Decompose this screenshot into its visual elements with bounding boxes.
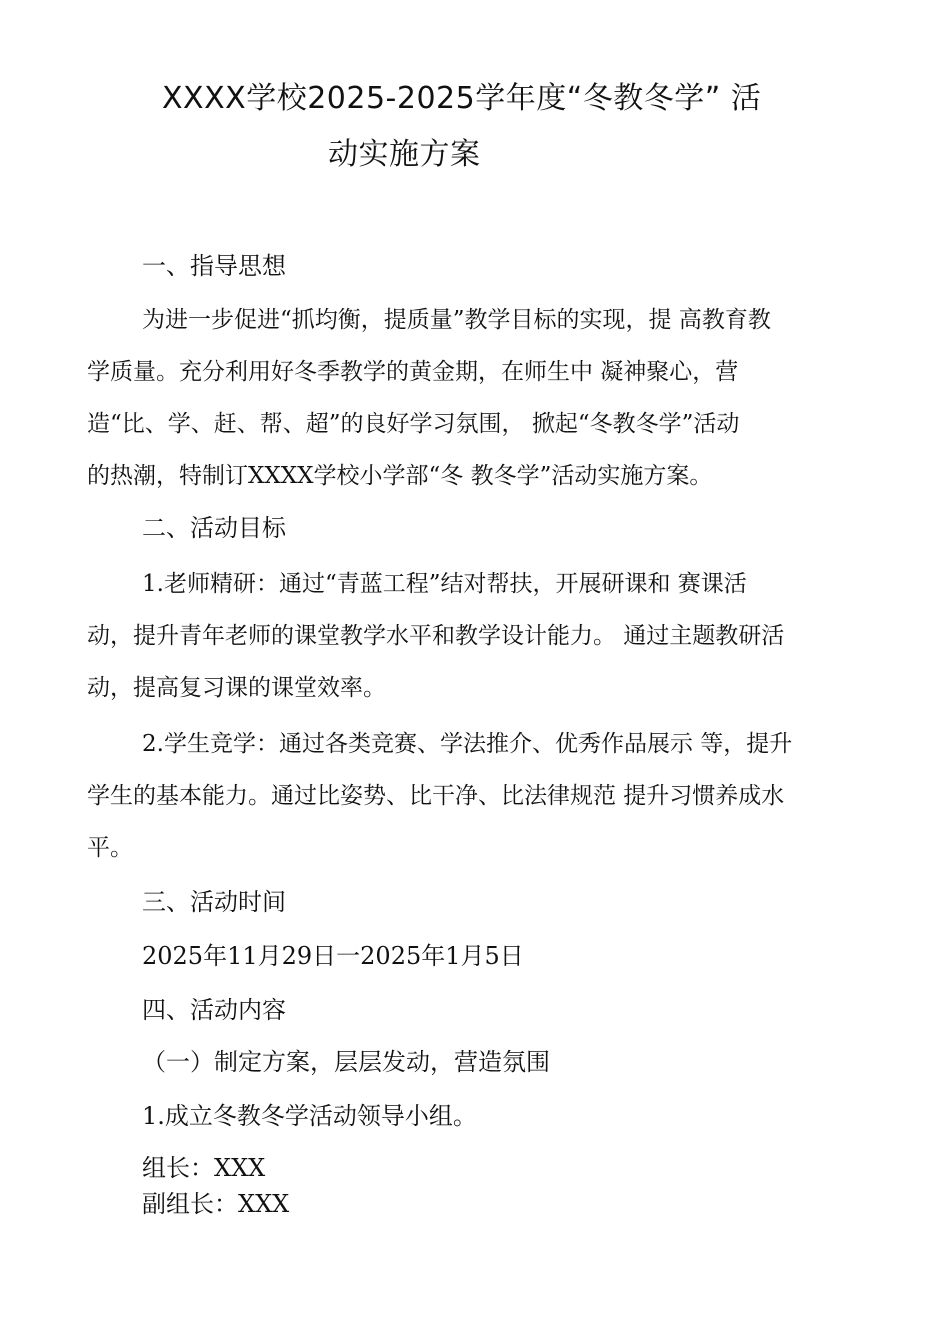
paragraph-line: 2.学生竞学：通过各类竞赛、学法推介、优秀作品展示 等，提升 xyxy=(142,731,793,757)
section-heading-guiding-idea: 一、指导思想 xyxy=(142,252,286,280)
paragraph-line: 学质量。充分利用好冬季教学的黄金期，在师生中 凝神聚心，营 xyxy=(87,359,739,385)
activity-time-range: 2025年11月29日一2025年1月5日 xyxy=(142,942,524,970)
vice-leader-line: 副组长：XXX xyxy=(142,1190,290,1218)
list-item: 1.成立冬教冬学活动领导小组。 xyxy=(142,1102,477,1130)
document-title-line-2: 动实施方案 xyxy=(328,137,481,172)
section-heading-activity-goals: 二、活动目标 xyxy=(142,514,286,542)
paragraph-line: 的热潮，特制订XXXX学校小学部“冬 教冬学”活动实施方案。 xyxy=(87,463,713,489)
paragraph-line: 为进一步促进“抓均衡，提质量”教学目标的实现，提 高教育教 xyxy=(142,307,771,333)
paragraph-line: 造“比、学、赶、帮、超”的良好学习氛围， 掀起“冬教冬学”活动 xyxy=(87,411,740,437)
section-heading-activity-content: 四、活动内容 xyxy=(142,996,286,1024)
leader-line: 组长：XXX xyxy=(142,1154,266,1182)
subsection-heading: （一）制定方案，层层发动，营造氛围 xyxy=(142,1048,550,1076)
document-title-line-1: XXXX学校2025-2025学年度“冬教冬学” 活 xyxy=(162,81,762,116)
section-heading-activity-time: 三、活动时间 xyxy=(142,888,286,916)
paragraph-line: 1.老师精研：通过“青蓝工程”结对帮扶，开展研课和 赛课活 xyxy=(142,571,747,597)
paragraph-line: 平。 xyxy=(87,835,133,861)
paragraph-line: 学生的基本能力。通过比姿势、比干净、比法律规范 提升习惯养成水 xyxy=(87,783,785,809)
paragraph-line: 动，提高复习课的课堂效率。 xyxy=(87,675,386,701)
paragraph-line: 动，提升青年老师的课堂教学水平和教学设计能力。 通过主题教研活 xyxy=(87,623,785,649)
